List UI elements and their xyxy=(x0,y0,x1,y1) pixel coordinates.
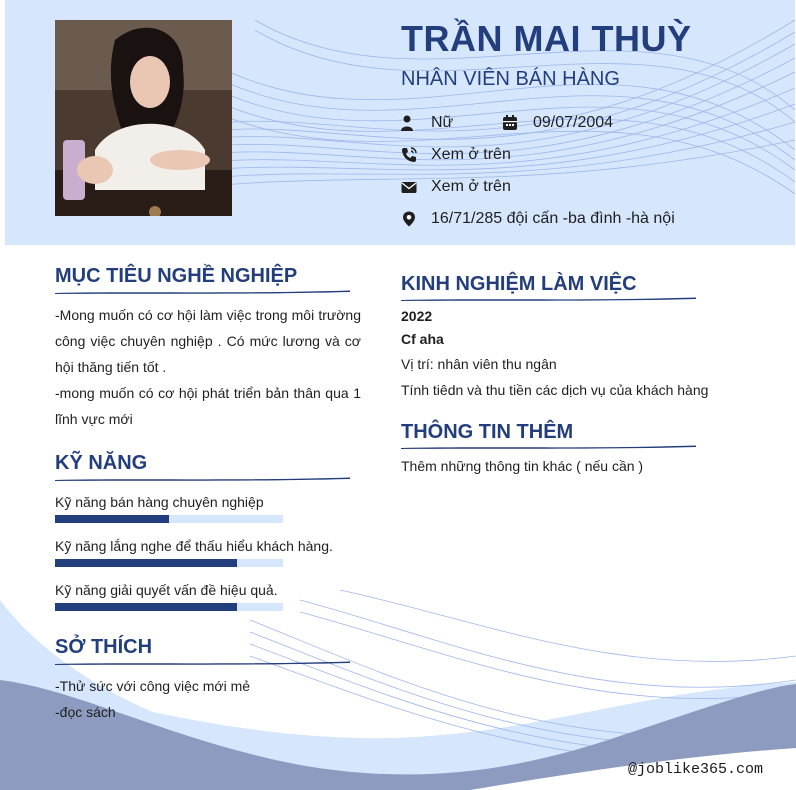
skill-bar-fill-2 xyxy=(55,559,237,567)
dob-value: 09/07/2004 xyxy=(533,114,614,131)
skill-label-3: Kỹ năng giải quyết vấn đề hiệu quả. xyxy=(55,582,278,598)
extra-title: THÔNG TIN THÊM xyxy=(401,421,574,443)
watermark: @joblike365.com xyxy=(628,761,764,778)
objective-title: MỤC TIÊU NGHỀ NGHIỆP xyxy=(55,265,298,287)
location-icon xyxy=(401,211,417,227)
address-value: 16/71/285 đội cấn -ba đình -hà nội xyxy=(431,210,675,227)
calendar-icon xyxy=(502,115,518,131)
skill-bar-3 xyxy=(55,603,283,611)
dob-row xyxy=(502,112,613,134)
objective-line-1: -Mong muốn có cơ hội làm việc trong môi trường công việc chuyên nghiệp . Có mức lương và cơ hội thăng tiến tốt . xyxy=(55,307,361,375)
candidate-name: TRẦN MAI THUỲ xyxy=(401,18,692,59)
phone-value: Xem ở trên xyxy=(431,146,511,163)
user-icon xyxy=(401,115,417,131)
gender-row xyxy=(401,112,453,134)
skill-bar-fill-3 xyxy=(55,603,237,611)
objective-line-2: -mong muốn có cơ hội phát triển bản thân qua 1 lĩnh vực mới xyxy=(55,385,361,427)
hobby-item-1: -Thử sức với công việc mới mẻ xyxy=(55,678,251,694)
skill-bar-fill-1 xyxy=(55,515,169,523)
skills-underline xyxy=(55,476,350,482)
experience-company: Cf aha xyxy=(401,331,444,347)
email-row xyxy=(401,176,511,198)
skill-bar-1 xyxy=(55,515,283,523)
objective-underline xyxy=(55,289,350,295)
phone-row xyxy=(401,144,511,166)
experience-position: Vị trí: nhân viên thu ngân xyxy=(401,356,557,372)
gender-value: Nữ xyxy=(431,114,454,131)
photo-illustration xyxy=(55,20,232,216)
extra-text: Thêm những thông tin khác ( nếu cần ) xyxy=(401,458,644,474)
job-title: NHÂN VIÊN BÁN HÀNG xyxy=(401,68,620,90)
hobby-item-2: -đọc sách xyxy=(55,704,116,720)
experience-underline xyxy=(401,296,696,302)
email-value: Xem ở trên xyxy=(431,178,511,195)
skill-bar-2 xyxy=(55,559,283,567)
phone-icon xyxy=(401,147,417,163)
hobbies-underline xyxy=(55,660,350,666)
extra-underline xyxy=(401,444,696,450)
address-row xyxy=(401,208,675,230)
envelope-icon xyxy=(401,179,417,195)
experience-description: Tính tiêdn và thu tiền các dịch vụ của khách hàng xyxy=(401,382,709,398)
profile-photo xyxy=(55,20,232,216)
hobbies-title: SỞ THÍCH xyxy=(55,636,153,658)
experience-title: KINH NGHIỆM LÀM VIỆC xyxy=(401,273,637,295)
experience-year: 2022 xyxy=(401,308,433,324)
skill-label-1: Kỹ năng bán hàng chuyên nghiệp xyxy=(55,494,264,510)
skills-title: KỸ NĂNG xyxy=(55,452,148,474)
skill-label-2: Kỹ năng lắng nghe để thấu hiểu khách hàng. xyxy=(55,538,333,554)
